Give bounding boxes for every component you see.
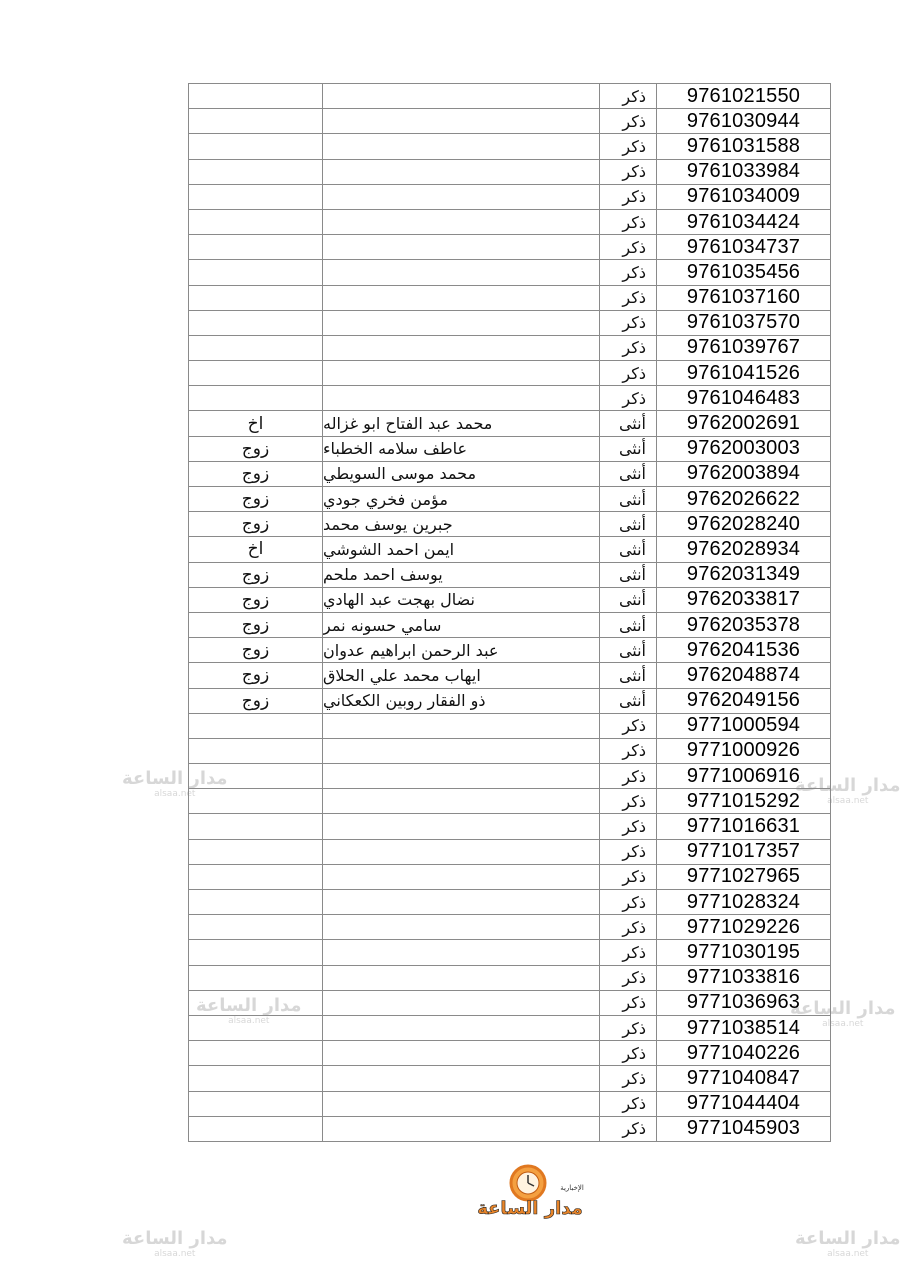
relation-cell bbox=[189, 966, 323, 990]
id-number-cell: 9771027965 bbox=[686, 865, 801, 888]
table-row bbox=[189, 487, 830, 512]
name-cell bbox=[323, 134, 600, 158]
relation-cell bbox=[189, 109, 323, 133]
logo-text: مدار الساعة bbox=[477, 1198, 583, 1219]
relation-cell bbox=[189, 1092, 323, 1116]
table-row bbox=[189, 764, 830, 789]
name-cell bbox=[323, 336, 600, 360]
id-number-cell: 9771033816 bbox=[686, 966, 801, 989]
watermark-text: مدار الساعة bbox=[790, 998, 896, 1019]
relation-cell bbox=[189, 1041, 323, 1065]
name-cell: ايمن احمد الشوشي bbox=[323, 537, 600, 561]
gender-cell: أنثى bbox=[600, 537, 657, 561]
id-number-cell: 9761034009 bbox=[686, 185, 801, 208]
gender-cell: ذكر bbox=[600, 1041, 657, 1065]
relation-cell bbox=[189, 1016, 323, 1040]
name-cell bbox=[323, 890, 600, 914]
table-row bbox=[189, 84, 830, 109]
name-cell bbox=[323, 1092, 600, 1116]
name-cell: جبرين يوسف محمد bbox=[323, 512, 600, 536]
name-cell: ايهاب محمد علي الحلاق bbox=[323, 663, 600, 687]
gender-cell: ذكر bbox=[600, 1117, 657, 1141]
watermark-text: مدار الساعة bbox=[196, 995, 302, 1016]
gender-cell: ذكر bbox=[600, 991, 657, 1015]
relation-cell bbox=[189, 991, 323, 1015]
gender-cell: ذكر bbox=[600, 966, 657, 990]
relation-cell bbox=[189, 84, 323, 108]
table-row bbox=[189, 210, 830, 235]
relation-cell bbox=[189, 1066, 323, 1090]
table-row bbox=[189, 638, 830, 663]
table-row bbox=[189, 865, 830, 890]
id-number-cell: 9761034737 bbox=[686, 235, 801, 258]
id-number-cell: 9771040847 bbox=[686, 1066, 801, 1089]
id-number-cell: 9762002691 bbox=[686, 412, 801, 435]
logo-subtitle: الإخبارية bbox=[560, 1184, 584, 1192]
gender-cell: ذكر bbox=[600, 84, 657, 108]
relation-cell bbox=[189, 210, 323, 234]
table-row bbox=[189, 386, 830, 411]
name-cell bbox=[323, 991, 600, 1015]
name-cell bbox=[323, 210, 600, 234]
gender-cell: أنثى bbox=[600, 563, 657, 587]
id-number-cell: 9771028324 bbox=[686, 890, 801, 913]
relation-cell: زوج bbox=[189, 638, 323, 662]
watermark-text: مدار الساعة bbox=[122, 768, 228, 789]
id-number-cell: 9762041536 bbox=[686, 638, 801, 661]
gender-cell: أنثى bbox=[600, 437, 657, 461]
table-row bbox=[189, 411, 830, 436]
table-row bbox=[189, 915, 830, 940]
name-cell bbox=[323, 814, 600, 838]
table-row bbox=[189, 286, 830, 311]
gender-cell: ذكر bbox=[600, 789, 657, 813]
gender-cell: ذكر bbox=[600, 134, 657, 158]
table-row bbox=[189, 1066, 830, 1091]
name-cell bbox=[323, 1066, 600, 1090]
gender-cell: أنثى bbox=[600, 613, 657, 637]
table-row bbox=[189, 588, 830, 613]
id-number-cell: 9762035378 bbox=[686, 613, 801, 636]
table-row bbox=[189, 512, 830, 537]
id-number-cell: 9761021550 bbox=[686, 84, 801, 107]
gender-cell: ذكر bbox=[600, 890, 657, 914]
gender-cell: ذكر bbox=[600, 1092, 657, 1116]
name-cell bbox=[323, 286, 600, 310]
relation-cell bbox=[189, 235, 323, 259]
relation-cell bbox=[189, 361, 323, 385]
relation-cell: زوج bbox=[189, 663, 323, 687]
name-cell bbox=[323, 714, 600, 738]
gender-cell: أنثى bbox=[600, 638, 657, 662]
name-cell bbox=[323, 361, 600, 385]
relation-cell: زوج bbox=[189, 437, 323, 461]
name-cell: نضال بهجت عبد الهادي bbox=[323, 588, 600, 612]
name-cell bbox=[323, 1041, 600, 1065]
gender-cell: ذكر bbox=[600, 336, 657, 360]
table-row bbox=[189, 966, 830, 991]
id-number-cell: 9761046483 bbox=[686, 386, 801, 409]
name-cell bbox=[323, 1016, 600, 1040]
name-cell: محمد عبد الفتاح ابو غزاله bbox=[323, 411, 600, 435]
records-table bbox=[188, 83, 831, 1142]
gender-cell: ذكر bbox=[600, 739, 657, 763]
name-cell bbox=[323, 185, 600, 209]
name-cell bbox=[323, 311, 600, 335]
relation-cell: زوج bbox=[189, 563, 323, 587]
relation-cell bbox=[189, 311, 323, 335]
gender-cell: ذكر bbox=[600, 185, 657, 209]
name-cell: سامي حسونه نمر bbox=[323, 613, 600, 637]
id-number-cell: 9771038514 bbox=[686, 1016, 801, 1039]
id-number-cell: 9761041526 bbox=[686, 361, 801, 384]
watermark-url: alsaa.net bbox=[228, 1016, 270, 1026]
relation-cell: زوج bbox=[189, 689, 323, 713]
id-number-cell: 9762033817 bbox=[686, 588, 801, 611]
table-row bbox=[189, 462, 830, 487]
gender-cell: ذكر bbox=[600, 109, 657, 133]
name-cell bbox=[323, 160, 600, 184]
gender-cell: ذكر bbox=[600, 386, 657, 410]
table-row bbox=[189, 1016, 830, 1041]
table-row bbox=[189, 739, 830, 764]
id-number-cell: 9771036963 bbox=[686, 991, 801, 1014]
table-row bbox=[189, 160, 830, 185]
gender-cell: ذكر bbox=[600, 260, 657, 284]
watermark-url: alsaa.net bbox=[154, 789, 196, 799]
name-cell: ذو الفقار روبين الكعكاني bbox=[323, 689, 600, 713]
relation-cell bbox=[189, 764, 323, 788]
name-cell bbox=[323, 260, 600, 284]
id-number-cell: 9762048874 bbox=[686, 663, 801, 686]
relation-cell: زوج bbox=[189, 588, 323, 612]
gender-cell: أنثى bbox=[600, 512, 657, 536]
relation-cell bbox=[189, 890, 323, 914]
table-row bbox=[189, 134, 830, 159]
id-number-cell: 9771045903 bbox=[686, 1117, 801, 1140]
name-cell bbox=[323, 739, 600, 763]
gender-cell: ذكر bbox=[600, 814, 657, 838]
name-cell: عبد الرحمن ابراهيم عدوان bbox=[323, 638, 600, 662]
gender-cell: ذكر bbox=[600, 1066, 657, 1090]
watermark-text: مدار الساعة bbox=[122, 1228, 228, 1249]
gender-cell: أنثى bbox=[600, 663, 657, 687]
id-number-cell: 9762003003 bbox=[686, 437, 801, 460]
id-number-cell: 9761031588 bbox=[686, 134, 801, 157]
relation-cell bbox=[189, 940, 323, 964]
watermark-url: alsaa.net bbox=[822, 1019, 864, 1029]
id-number-cell: 9762003894 bbox=[686, 462, 801, 485]
gender-cell: ذكر bbox=[600, 865, 657, 889]
id-number-cell: 9771017357 bbox=[686, 840, 801, 863]
relation-cell bbox=[189, 714, 323, 738]
gender-cell: ذكر bbox=[600, 160, 657, 184]
table-row bbox=[189, 890, 830, 915]
name-cell: عاطف سلامه الخطباء bbox=[323, 437, 600, 461]
clock-logo-icon bbox=[470, 1158, 590, 1220]
name-cell bbox=[323, 915, 600, 939]
id-number-cell: 9762028240 bbox=[686, 512, 801, 535]
gender-cell: ذكر bbox=[600, 235, 657, 259]
name-cell: مؤمن فخري جودي bbox=[323, 487, 600, 511]
relation-cell bbox=[189, 386, 323, 410]
id-number-cell: 9771006916 bbox=[686, 764, 801, 787]
relation-cell: زوج bbox=[189, 613, 323, 637]
id-number-cell: 9761034424 bbox=[686, 210, 801, 233]
relation-cell bbox=[189, 1117, 323, 1141]
table-row bbox=[189, 840, 830, 865]
id-number-cell: 9771000926 bbox=[686, 739, 801, 762]
relation-cell bbox=[189, 160, 323, 184]
table-row bbox=[189, 940, 830, 965]
watermark-url: alsaa.net bbox=[827, 796, 869, 806]
table-row bbox=[189, 260, 830, 285]
watermark bbox=[795, 1230, 901, 1259]
relation-cell bbox=[189, 739, 323, 763]
id-number-cell: 9762049156 bbox=[686, 689, 801, 712]
relation-cell bbox=[189, 185, 323, 209]
relation-cell bbox=[189, 286, 323, 310]
id-number-cell: 9771044404 bbox=[686, 1092, 801, 1115]
table-row bbox=[189, 437, 830, 462]
id-number-cell: 9762031349 bbox=[686, 563, 801, 586]
table-row bbox=[189, 1041, 830, 1066]
relation-cell: زوج bbox=[189, 487, 323, 511]
table-row bbox=[189, 789, 830, 814]
id-number-cell: 9771000594 bbox=[686, 714, 801, 737]
gender-cell: ذكر bbox=[600, 1016, 657, 1040]
relation-cell bbox=[189, 840, 323, 864]
relation-cell bbox=[189, 865, 323, 889]
name-cell bbox=[323, 1117, 600, 1141]
relation-cell bbox=[189, 915, 323, 939]
table-row bbox=[189, 1117, 830, 1142]
table-row bbox=[189, 537, 830, 562]
id-number-cell: 9761039767 bbox=[686, 336, 801, 359]
id-number-cell: 9761037160 bbox=[686, 286, 801, 309]
id-number-cell: 9762026622 bbox=[686, 487, 801, 510]
name-cell bbox=[323, 764, 600, 788]
name-cell bbox=[323, 386, 600, 410]
gender-cell: ذكر bbox=[600, 361, 657, 385]
id-number-cell: 9771040226 bbox=[686, 1041, 801, 1064]
id-number-cell: 9771030195 bbox=[686, 940, 801, 963]
relation-cell: زوج bbox=[189, 512, 323, 536]
gender-cell: ذكر bbox=[600, 840, 657, 864]
site-logo bbox=[470, 1158, 590, 1220]
table-row bbox=[189, 336, 830, 361]
table-row bbox=[189, 663, 830, 688]
relation-cell bbox=[189, 336, 323, 360]
gender-cell: ذكر bbox=[600, 311, 657, 335]
name-cell bbox=[323, 789, 600, 813]
table-row bbox=[189, 814, 830, 839]
name-cell bbox=[323, 940, 600, 964]
id-number-cell: 9762028934 bbox=[686, 537, 801, 560]
id-number-cell: 9771016631 bbox=[686, 815, 801, 838]
relation-cell bbox=[189, 814, 323, 838]
name-cell bbox=[323, 84, 600, 108]
table-row bbox=[189, 563, 830, 588]
id-number-cell: 9771015292 bbox=[686, 789, 801, 812]
id-number-cell: 9771029226 bbox=[686, 915, 801, 938]
table-row bbox=[189, 361, 830, 386]
name-cell bbox=[323, 865, 600, 889]
id-number-cell: 9761037570 bbox=[686, 311, 801, 334]
gender-cell: ذكر bbox=[600, 915, 657, 939]
name-cell: يوسف احمد ملحم bbox=[323, 563, 600, 587]
watermark-text: مدار الساعة bbox=[795, 1228, 901, 1249]
watermark-url: alsaa.net bbox=[827, 1249, 869, 1259]
relation-cell: اخ bbox=[189, 537, 323, 561]
name-cell: محمد موسى السويطي bbox=[323, 462, 600, 486]
relation-cell: زوج bbox=[189, 462, 323, 486]
table-row bbox=[189, 109, 830, 134]
gender-cell: أنثى bbox=[600, 462, 657, 486]
relation-cell bbox=[189, 789, 323, 813]
gender-cell: ذكر bbox=[600, 714, 657, 738]
table-row bbox=[189, 311, 830, 336]
relation-cell: اخ bbox=[189, 411, 323, 435]
name-cell bbox=[323, 109, 600, 133]
id-number-cell: 9761030944 bbox=[686, 109, 801, 132]
watermark bbox=[122, 1230, 228, 1259]
id-number-cell: 9761033984 bbox=[686, 160, 801, 183]
table-row bbox=[189, 689, 830, 714]
table-row bbox=[189, 613, 830, 638]
id-number-cell: 9761035456 bbox=[686, 260, 801, 283]
gender-cell: ذكر bbox=[600, 940, 657, 964]
relation-cell bbox=[189, 134, 323, 158]
table-row bbox=[189, 235, 830, 260]
table-row bbox=[189, 714, 830, 739]
name-cell bbox=[323, 966, 600, 990]
gender-cell: ذكر bbox=[600, 286, 657, 310]
gender-cell: أنثى bbox=[600, 411, 657, 435]
gender-cell: أنثى bbox=[600, 689, 657, 713]
gender-cell: ذكر bbox=[600, 764, 657, 788]
name-cell bbox=[323, 840, 600, 864]
watermark-text: مدار الساعة bbox=[795, 775, 901, 796]
relation-cell bbox=[189, 260, 323, 284]
table-row bbox=[189, 1092, 830, 1117]
gender-cell: أنثى bbox=[600, 588, 657, 612]
table-row bbox=[189, 185, 830, 210]
table-row bbox=[189, 991, 830, 1016]
gender-cell: أنثى bbox=[600, 487, 657, 511]
gender-cell: ذكر bbox=[600, 210, 657, 234]
name-cell bbox=[323, 235, 600, 259]
watermark-url: alsaa.net bbox=[154, 1249, 196, 1259]
